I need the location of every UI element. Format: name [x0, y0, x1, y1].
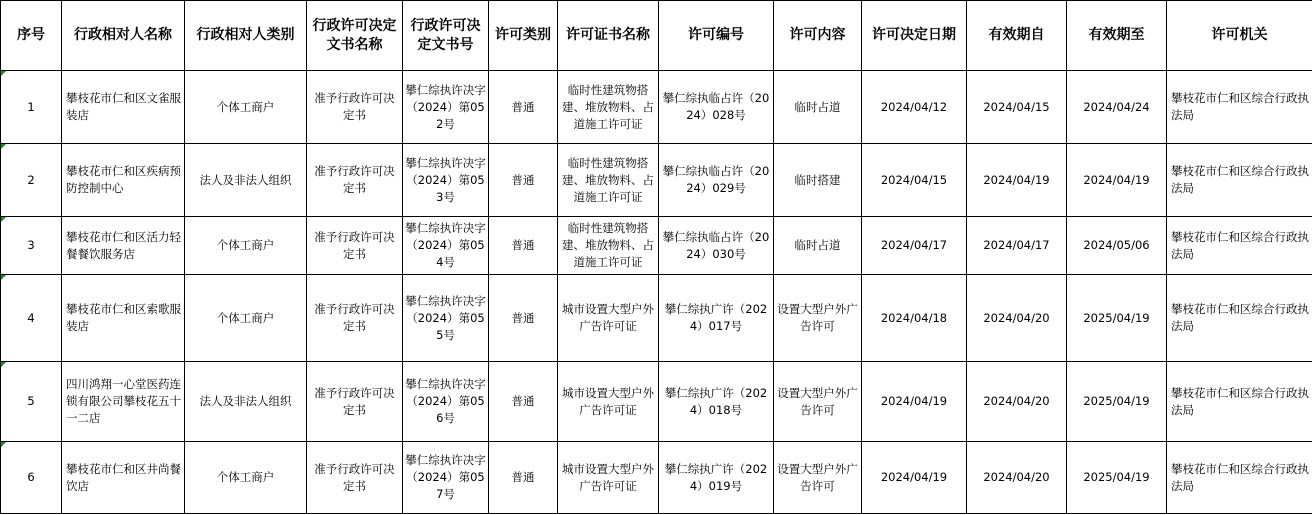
cell-decision-date: 2024/04/12 — [862, 71, 967, 144]
cell-permit-content: 临时占道 — [774, 71, 862, 144]
cell-party-name: 攀枝花市仁和区文雀服装店 — [62, 71, 185, 144]
cell-doc-name: 准予行政许可决定书 — [307, 217, 403, 275]
cell-seq: 4 — [1, 275, 62, 362]
cell-party-name: 攀枝花市仁和区活力轻餐餐饮服务店 — [62, 217, 185, 275]
header-valid-from: 有效期自 — [967, 1, 1067, 71]
cell-seq: 3 — [1, 217, 62, 275]
cell-doc-name: 准予行政许可决定书 — [307, 71, 403, 144]
header-valid-to: 有效期至 — [1067, 1, 1167, 71]
cell-permit-type: 普通 — [489, 217, 558, 275]
cell-seq: 5 — [1, 362, 62, 442]
cell-doc-number: 攀仁综执许决字（2024）第052号 — [403, 71, 489, 144]
cell-permit-number: 攀仁综执临占许（2024）029号 — [659, 144, 774, 217]
cell-valid-to: 2025/04/19 — [1067, 442, 1167, 514]
cell-certificate-name: 临时性建筑物搭建、堆放物料、占道施工许可证 — [558, 144, 659, 217]
header-party-name: 行政相对人名称 — [62, 1, 185, 71]
header-row — [1, 1, 1312, 71]
cell-doc-number: 攀仁综执许决字（2024）第053号 — [403, 144, 489, 217]
cell-permit-content: 设置大型户外广告许可 — [774, 442, 862, 514]
cell-seq: 1 — [1, 71, 62, 144]
cell-valid-from: 2024/04/17 — [967, 217, 1067, 275]
header-doc-number: 行政许可决定文书号 — [403, 1, 489, 71]
header-party-type: 行政相对人类别 — [185, 1, 307, 71]
cell-party-type: 个体工商户 — [185, 442, 307, 514]
table-row — [1, 144, 1312, 217]
cell-decision-date: 2024/04/17 — [862, 217, 967, 275]
cell-party-type: 个体工商户 — [185, 71, 307, 144]
cell-permit-type: 普通 — [489, 362, 558, 442]
cell-doc-number: 攀仁综执许决字（2024）第055号 — [403, 275, 489, 362]
cell-party-type: 法人及非法人组织 — [185, 144, 307, 217]
cell-permit-content: 临时占道 — [774, 217, 862, 275]
cell-permit-type: 普通 — [489, 275, 558, 362]
cell-permit-content: 设置大型户外广告许可 — [774, 362, 862, 442]
cell-certificate-name: 城市设置大型户外广告许可证 — [558, 362, 659, 442]
cell-doc-name: 准予行政许可决定书 — [307, 442, 403, 514]
cell-decision-date: 2024/04/19 — [862, 442, 967, 514]
cell-seq: 2 — [1, 144, 62, 217]
cell-valid-to: 2024/05/06 — [1067, 217, 1167, 275]
cell-valid-to: 2024/04/19 — [1067, 144, 1167, 217]
cell-doc-name: 准予行政许可决定书 — [307, 362, 403, 442]
header-authority: 许可机关 — [1167, 1, 1312, 71]
header-certificate-name: 许可证书名称 — [558, 1, 659, 71]
header-permit-type: 许可类别 — [489, 1, 558, 71]
cell-permit-content: 临时搭建 — [774, 144, 862, 217]
header-doc-name: 行政许可决定文书名称 — [307, 1, 403, 71]
cell-valid-to: 2025/04/19 — [1067, 275, 1167, 362]
cell-permit-type: 普通 — [489, 71, 558, 144]
table-row — [1, 71, 1312, 144]
cell-decision-date: 2024/04/15 — [862, 144, 967, 217]
cell-valid-from: 2024/04/20 — [967, 442, 1067, 514]
cell-permit-type: 普通 — [489, 442, 558, 514]
cell-certificate-name: 临时性建筑物搭建、堆放物料、占道施工许可证 — [558, 217, 659, 275]
cell-party-name: 攀枝花市仁和区索歌服装店 — [62, 275, 185, 362]
cell-authority: 攀枝花市仁和区综合行政执法局 — [1167, 362, 1312, 442]
header-seq: 序号 — [1, 1, 62, 71]
cell-authority: 攀枝花市仁和区综合行政执法局 — [1167, 71, 1312, 144]
cell-valid-to: 2025/04/19 — [1067, 362, 1167, 442]
header-decision-date: 许可决定日期 — [862, 1, 967, 71]
cell-authority: 攀枝花市仁和区综合行政执法局 — [1167, 217, 1312, 275]
header-permit-number: 许可编号 — [659, 1, 774, 71]
table-row — [1, 442, 1312, 514]
cell-doc-number: 攀仁综执许决字（2024）第056号 — [403, 362, 489, 442]
cell-party-type: 个体工商户 — [185, 275, 307, 362]
cell-certificate-name: 城市设置大型户外广告许可证 — [558, 275, 659, 362]
cell-permit-content: 设置大型户外广告许可 — [774, 275, 862, 362]
cell-doc-number: 攀仁综执许决字（2024）第054号 — [403, 217, 489, 275]
cell-valid-from: 2024/04/20 — [967, 362, 1067, 442]
cell-doc-number: 攀仁综执许决字（2024）第057号 — [403, 442, 489, 514]
table-row — [1, 275, 1312, 362]
cell-party-type: 个体工商户 — [185, 217, 307, 275]
cell-party-type: 法人及非法人组织 — [185, 362, 307, 442]
cell-permit-number: 攀仁综执广许（2024）019号 — [659, 442, 774, 514]
header-permit-content: 许可内容 — [774, 1, 862, 71]
cell-valid-from: 2024/04/20 — [967, 275, 1067, 362]
cell-authority: 攀枝花市仁和区综合行政执法局 — [1167, 442, 1312, 514]
cell-party-name: 四川鸿翔一心堂医药连锁有限公司攀枝花五十一二店 — [62, 362, 185, 442]
cell-doc-name: 准予行政许可决定书 — [307, 144, 403, 217]
cell-party-name: 攀枝花市仁和区疾病预防控制中心 — [62, 144, 185, 217]
cell-seq: 6 — [1, 442, 62, 514]
cell-certificate-name: 城市设置大型户外广告许可证 — [558, 442, 659, 514]
cell-authority: 攀枝花市仁和区综合行政执法局 — [1167, 144, 1312, 217]
cell-valid-to: 2024/04/24 — [1067, 71, 1167, 144]
cell-permit-type: 普通 — [489, 144, 558, 217]
cell-authority: 攀枝花市仁和区综合行政执法局 — [1167, 275, 1312, 362]
cell-certificate-name: 临时性建筑物搭建、堆放物料、占道施工许可证 — [558, 71, 659, 144]
cell-valid-from: 2024/04/19 — [967, 144, 1067, 217]
cell-doc-name: 准予行政许可决定书 — [307, 275, 403, 362]
cell-permit-number: 攀仁综执临占许（2024）030号 — [659, 217, 774, 275]
cell-valid-from: 2024/04/15 — [967, 71, 1067, 144]
cell-permit-number: 攀仁综执广许（2024）017号 — [659, 275, 774, 362]
cell-party-name: 攀枝花市仁和区井尚餐饮店 — [62, 442, 185, 514]
table-row — [1, 362, 1312, 442]
table-row — [1, 217, 1312, 275]
cell-permit-number: 攀仁综执临占许（2024）028号 — [659, 71, 774, 144]
cell-decision-date: 2024/04/18 — [862, 275, 967, 362]
cell-permit-number: 攀仁综执广许（2024）018号 — [659, 362, 774, 442]
cell-decision-date: 2024/04/19 — [862, 362, 967, 442]
